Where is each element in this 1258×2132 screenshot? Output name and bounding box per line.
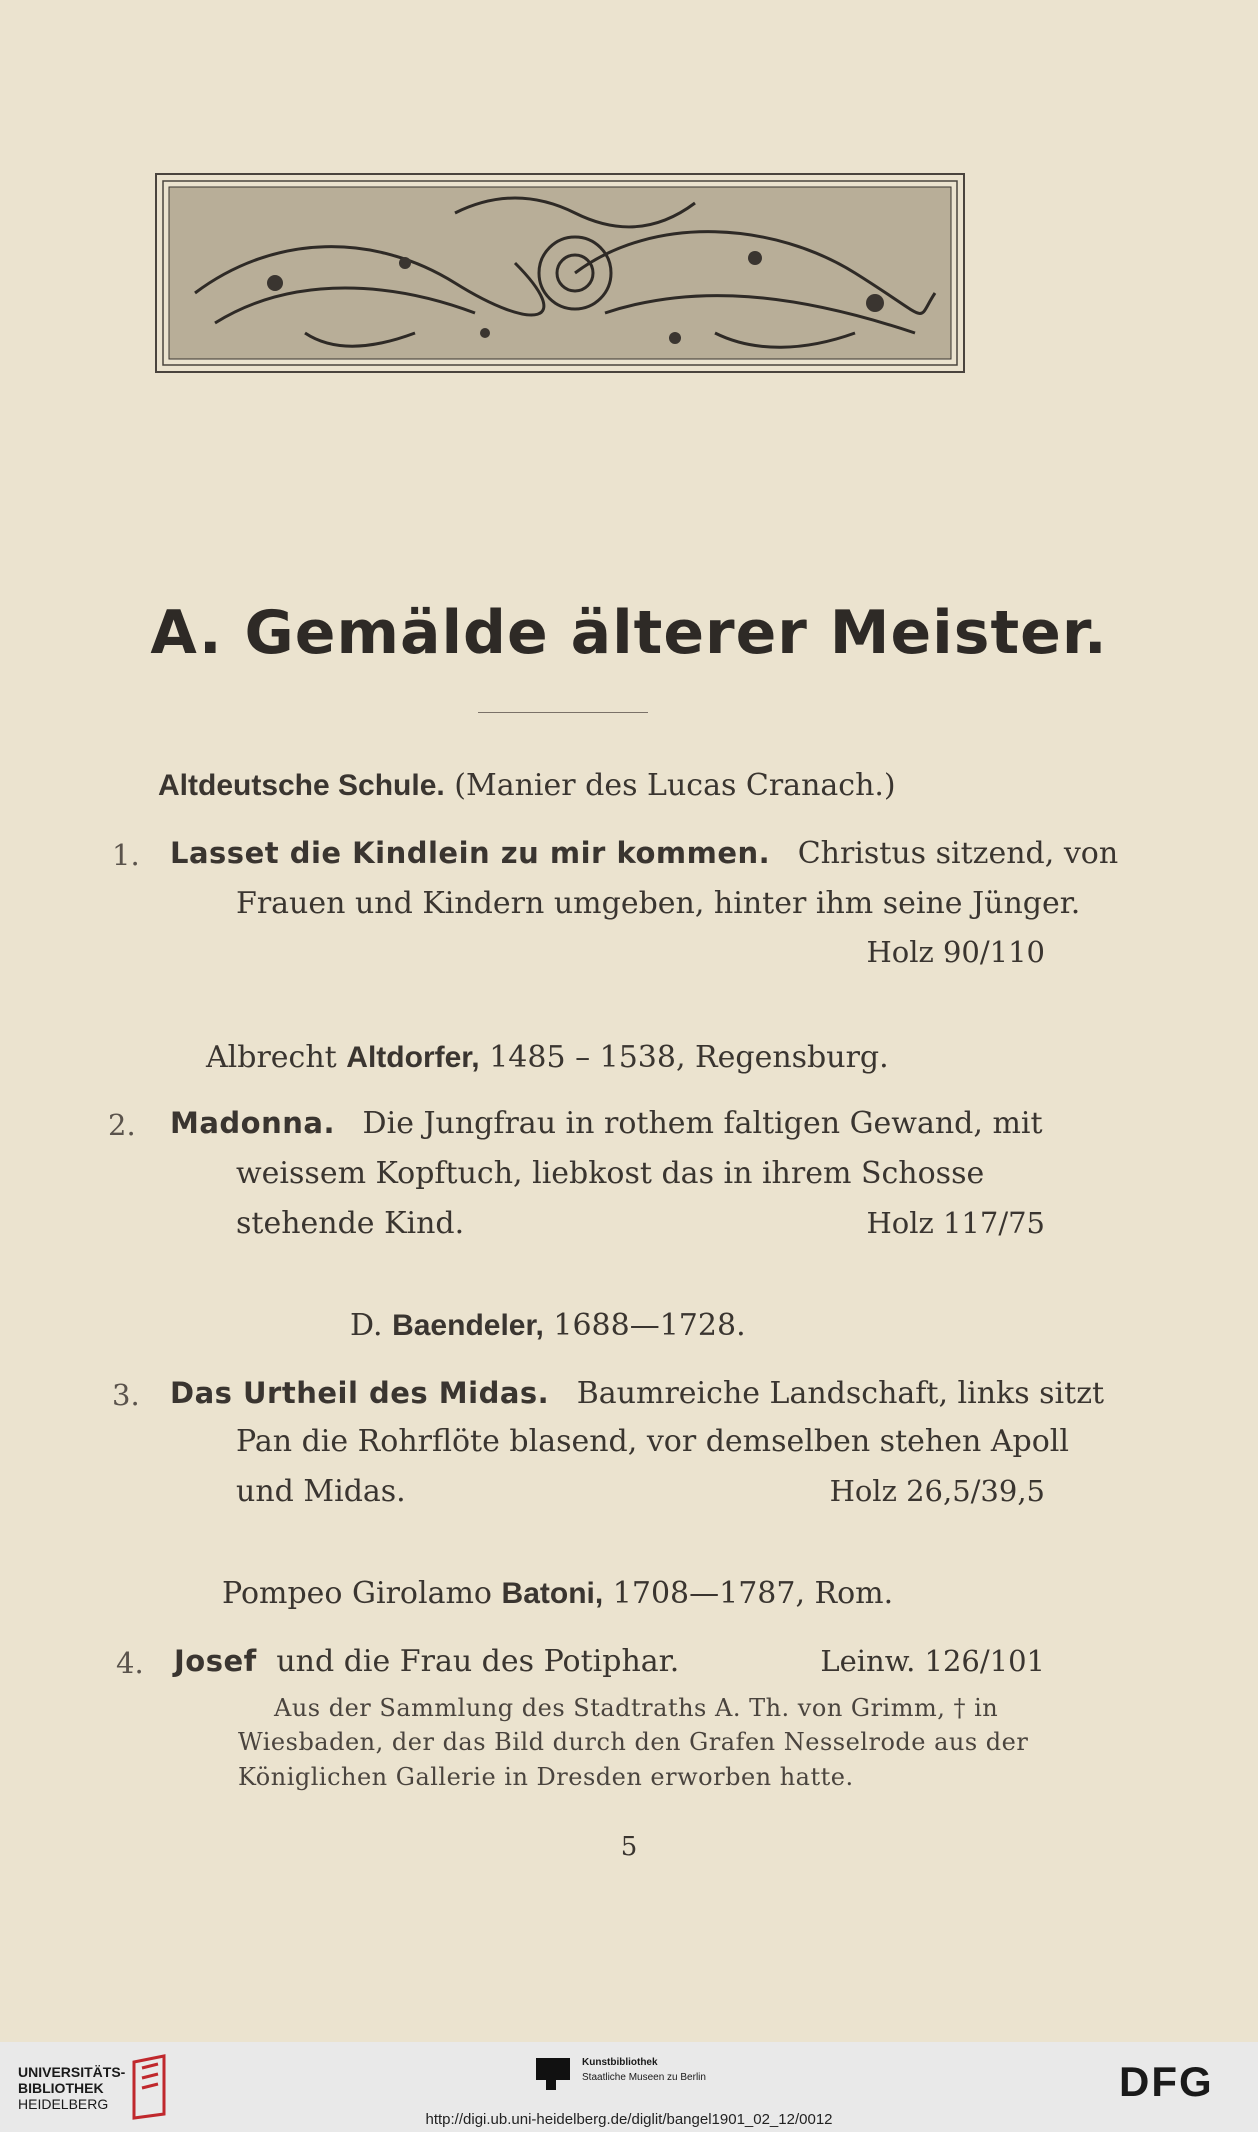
section-heading: D. Baendeler, 1688—1728. bbox=[350, 1308, 746, 1343]
medium-dimensions: Holz 90/110 bbox=[866, 935, 1045, 969]
medium-dimensions: Holz 26,5/39,5 bbox=[829, 1474, 1045, 1508]
ornamental-banner-icon bbox=[155, 173, 965, 373]
provenance-note: Wiesbaden, der das Bild durch den Grafen Nesselrode aus der bbox=[238, 1728, 1029, 1756]
entry-number: 3. bbox=[112, 1378, 140, 1412]
title-divider bbox=[478, 712, 648, 713]
entry-line: Josef und die Frau des Potiphar. bbox=[174, 1644, 680, 1679]
section-heading: Pompeo Girolamo Batoni, 1708—1787, Rom. bbox=[222, 1576, 894, 1611]
entry-line: Das Urtheil des Midas. Baumreiche Landschaft, links sitzt bbox=[170, 1376, 1105, 1411]
kunstbibliothek-label: Kunstbibliothek Staatliche Museen zu Berlin bbox=[582, 2057, 706, 2083]
entry-number: 2. bbox=[108, 1108, 136, 1142]
dfg-logo: DFG bbox=[1119, 2058, 1214, 2105]
entry-number: 1. bbox=[112, 838, 140, 872]
kunstbibliothek-logo-icon bbox=[534, 2056, 572, 2092]
entry-number: 4. bbox=[116, 1646, 144, 1680]
page-title: A. Gemälde älterer Meister. bbox=[150, 598, 1108, 668]
entry-description: Pan die Rohrflöte blasend, vor demselben stehen Apoll bbox=[236, 1424, 1069, 1459]
painting-title: Lasset die Kindlein zu mir kommen. bbox=[170, 836, 771, 870]
medium-dimensions: Leinw. 126/101 bbox=[820, 1644, 1045, 1678]
painting-title: Josef bbox=[174, 1644, 257, 1678]
page-number: 5 bbox=[620, 1832, 638, 1862]
entry-description: stehende Kind. bbox=[236, 1206, 465, 1241]
artist-name: Baendeler, bbox=[392, 1309, 544, 1342]
medium-dimensions: Holz 117/75 bbox=[866, 1206, 1045, 1240]
painting-title: Madonna. bbox=[170, 1106, 335, 1140]
library-name: UNIVERSITÄTS- BIBLIOTHEK HEIDELBERG bbox=[18, 2064, 126, 2112]
entry-description: Frauen und Kindern umgeben, hinter ihm seine Jünger. bbox=[236, 886, 1081, 921]
provenance-note: Aus der Sammlung des Stadtraths A. Th. von Grimm, † in bbox=[274, 1694, 999, 1722]
artist-name: Batoni, bbox=[501, 1577, 604, 1610]
section-heading: Albrecht Altdorfer, 1485 – 1538, Regensburg. bbox=[206, 1040, 889, 1075]
painting-title: Das Urtheil des Midas. bbox=[170, 1376, 550, 1410]
entry-line: Lasset die Kindlein zu mir kommen. Christus sitzend, von bbox=[170, 836, 1119, 871]
section-heading: Altdeutsche Schule. (Manier des Lucas Cranach.) bbox=[158, 768, 896, 803]
entry-description: weissem Kopftuch, liebkost das in ihrem Schosse bbox=[236, 1156, 985, 1191]
provenance-note: Königlichen Gallerie in Dresden erworben hatte. bbox=[238, 1763, 854, 1791]
entry-description: und Midas. bbox=[236, 1474, 406, 1509]
source-url-link[interactable]: http://digi.ub.uni-heidelberg.de/diglit/bangel1901_02_12/0012 bbox=[425, 2111, 833, 2128]
artist-name: Altdorfer, bbox=[346, 1041, 480, 1074]
artist-name: Altdeutsche Schule. bbox=[158, 769, 445, 802]
entry-line: Madonna. Die Jungfrau in rothem faltigen Gewand, mit bbox=[170, 1106, 1043, 1141]
